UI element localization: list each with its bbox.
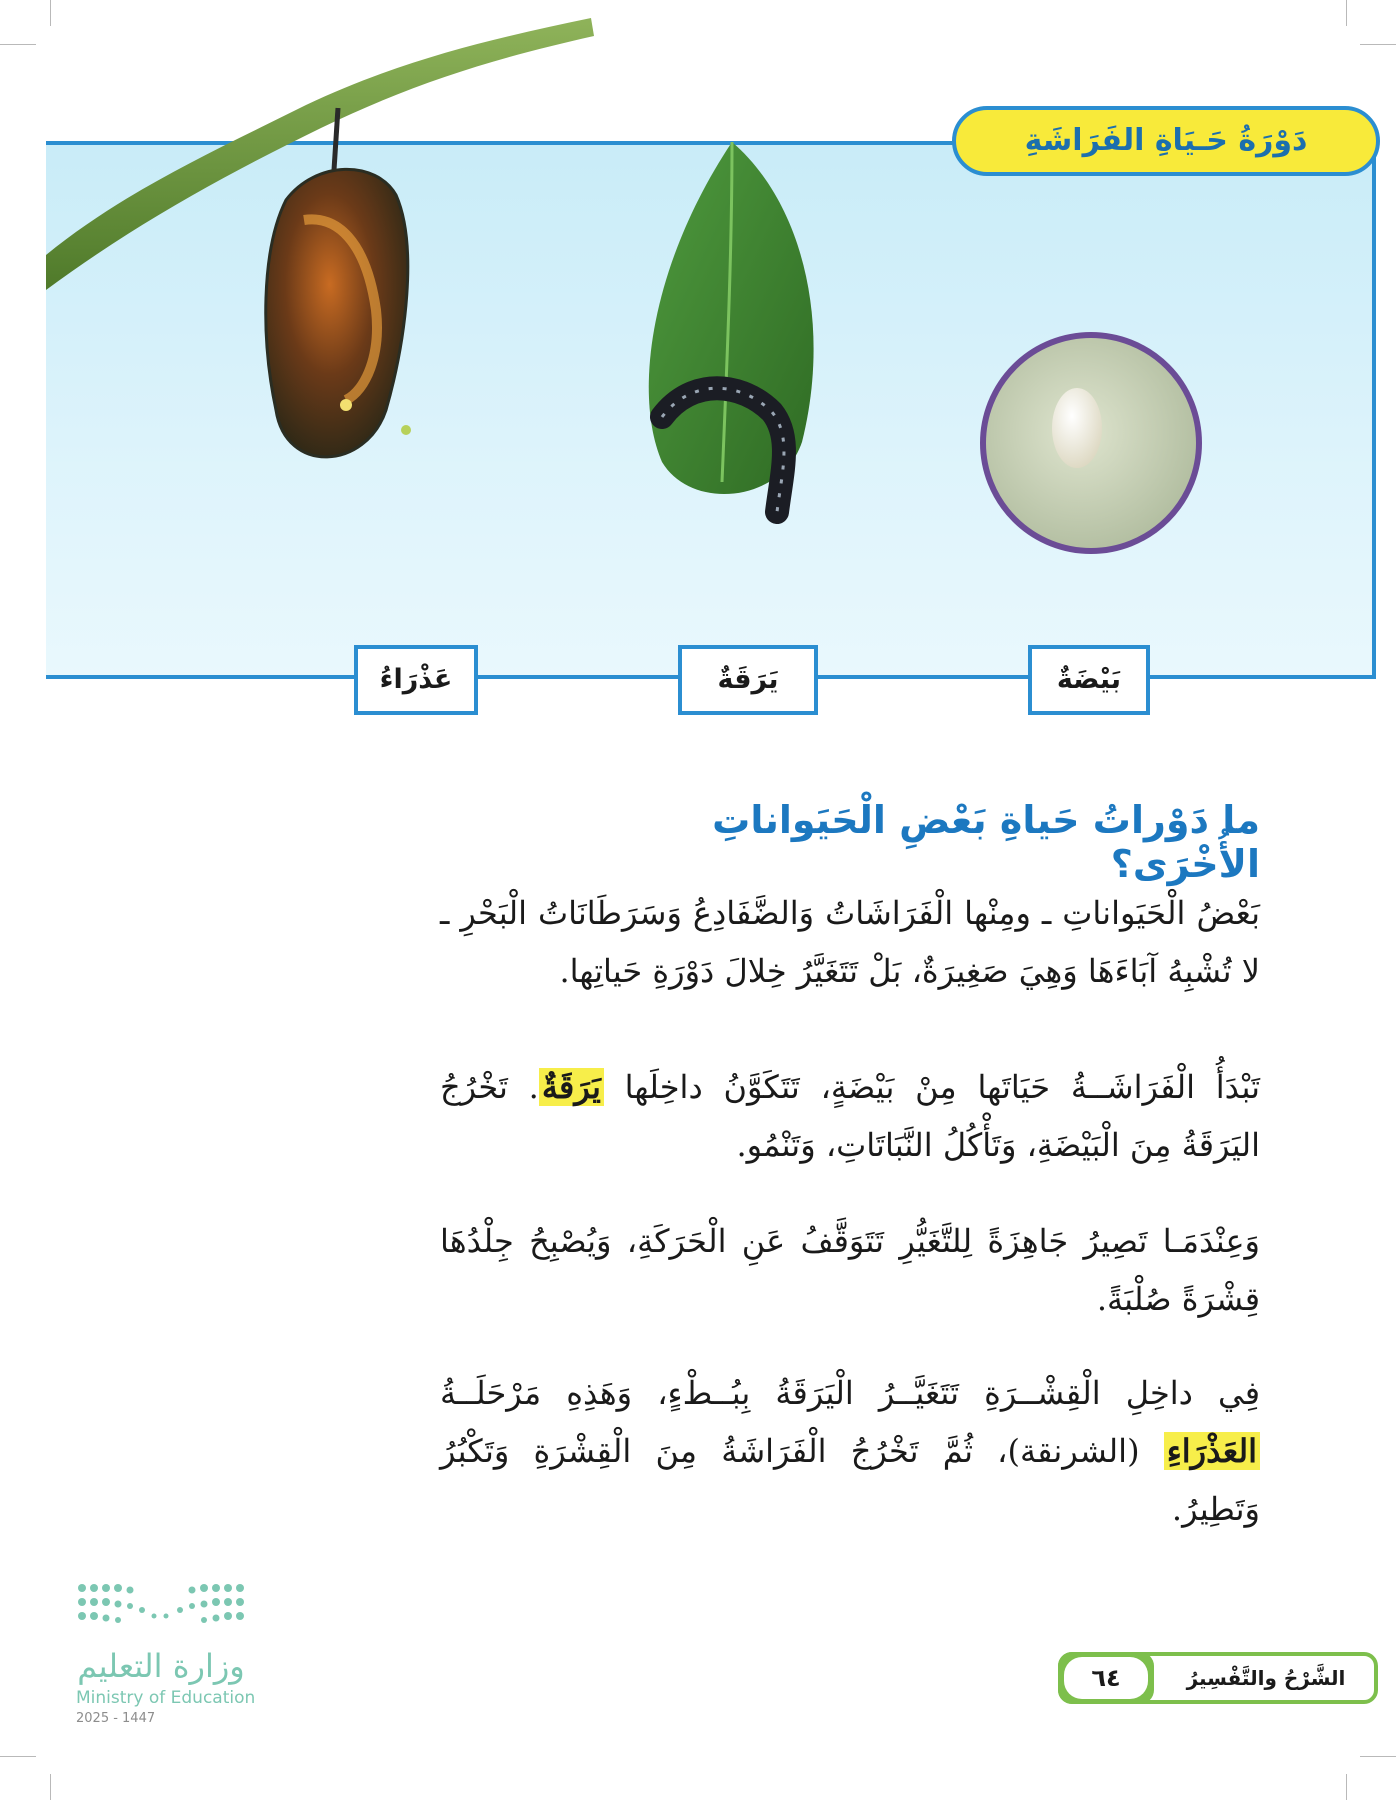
paragraph-4-text-start: فِي داخِلِ الْقِشْــرَةِ تَتَغَيَّــرُ الْيَرَقَةُ بِبُــطْءٍ، وَهَذِهِ مَرْحَلَــةُ [440,1374,1260,1412]
crop-mark [1346,1774,1347,1800]
term-larva: يَرَقَةٌ [539,1068,604,1106]
term-pupa: العَذْرَاءِ [1164,1432,1260,1470]
paragraph-2-text-end: . تَخْرُجُ اليَرَقَةُ مِنَ الْبَيْضَةِ، وَتَأْكُلُ النَّبَاتَاتِ، وَتَنْمُو. [440,1068,1260,1164]
stage-label-egg: بَيْضَةٌ [1028,645,1150,715]
ministry-name-english: Ministry of Education [76,1688,256,1708]
figure-title: دَوْرَةُ حَـيَاةِ الفَرَاشَةِ [952,106,1380,176]
crop-mark [1360,1756,1396,1757]
paragraph-4 [440,1364,1260,1538]
paragraph-2 [440,1058,1260,1174]
stage-label-larva: يَرَقَةٌ [678,645,818,715]
stage-label-pupa: عَذْرَاءُ [354,645,478,715]
ministry-name-arabic: وزارة التعليم [77,1647,245,1685]
ministry-logo-icon [76,1582,246,1638]
stem-chrysalis-image [46,10,606,490]
crop-mark [50,1774,51,1800]
footer-label: الشَّرْحُ والتَّفْسِيرُ [1186,1666,1346,1690]
crop-mark [0,44,36,45]
egg-image [978,330,1204,556]
paragraph-2-text-start: تَبْدَأُ الْفَرَاشَــةُ حَيَاتَها مِنْ بَيْضَةٍ، تَتَكَوَّنُ داخِلَها [603,1068,1261,1106]
crop-mark [1360,44,1396,45]
crop-mark [1346,0,1347,26]
page-number-badge [1058,1652,1154,1704]
crop-mark [0,1756,36,1757]
ministry-year: 2025 - 1447 [76,1711,156,1726]
paragraph-3: وَعِنْدَمَـا تَصِيرُ جَاهِزَةً لِلتَّغَيُّرِ تَتَوَقَّفُ عَنِ الْحَرَكَةِ، وَيُصْبِحُ جِلْدُهَا قِشْرَةً صُلْبَةً. [440,1222,1260,1318]
caterpillar-on-leaf-image [632,142,832,572]
paragraph-1: بَعْضُ الْحَيَواناتِ ـ ومِنْها الْفَرَاشَاتُ وَالضَّفَادِعُ وَسَرَطَانَاتُ الْبَحْرِ ـ لا تُشْبِهُ آبَاءَهَا وَهِيَ صَغِيرَةٌ، بَلْ تَتَغَيَّرُ خِلالَ دَوْرَةِ حَياتِها. [440,894,1260,990]
paragraph-4-text-end: (الشرنقة)، ثُمَّ تَخْرُجُ الْفَرَاشَةُ مِنَ الْقِشْرَةِ وَتَكْبُرُ وَتَطِيرُ. [440,1432,1260,1528]
page-number: ٦٤ [1064,1657,1148,1699]
section-heading: ما دَوْراتُ حَياةِ بَعْضِ الْحَيَواناتِ الأُخْرَى؟ [712,798,1260,886]
